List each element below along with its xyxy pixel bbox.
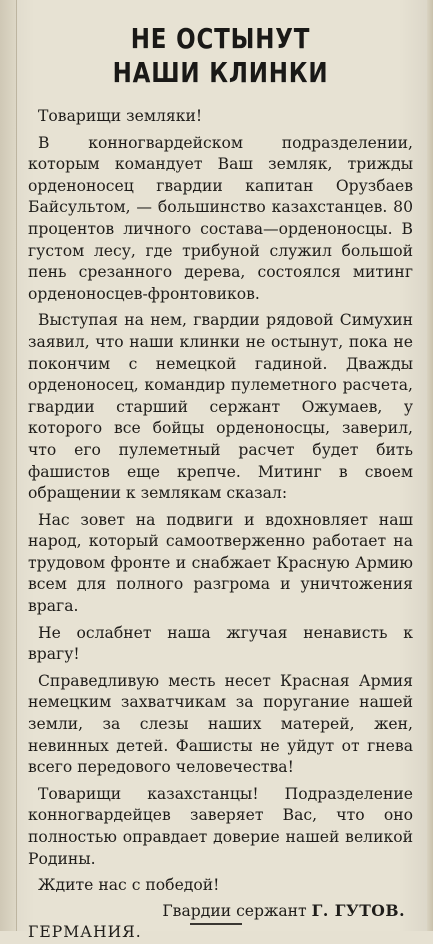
- headline-line-2: НАШИ КЛИНКИ: [112, 56, 329, 89]
- paragraph-2: Выступая на нем, гвардии рядовой Симухин заявил, что наши клинки не остынут, пока не покончим с немецкой гадиной. Дважды орденоносец, командир пулеметного расчета, гвардии старший сержант Ожумаев, у которого все бойцы орденоносцы, заверил, что его пулеметный расчет будет бить фашистов еще крепче. Митинг в своем обращении к землякам сказал:: [28, 311, 413, 503]
- headline: [28, 22, 413, 90]
- signature-name: Г. ГУТОВ.: [311, 900, 405, 920]
- closing-rule: [190, 923, 242, 925]
- signature: [28, 900, 413, 923]
- paragraph-1: В конногвардейском подразделении, которым командует Ваш земляк, трижды орденоносец гвардии капитан Орузбаев Байсультом, — большинство казахстанцев. 80 процентов личного состава—орденоносцы. В густом лесу, где трибуной служил большой пень срезанного дерева, состоялся митинг орденоносцев-фронтовиков.: [28, 133, 413, 303]
- paragraph-6: Товарищи казахстанцы! Подразделение конногвардейцев заверяет Вас, что оно полностью оправдает доверие нашей великой Родины.: [28, 784, 413, 868]
- paragraph-4: Не ослабнет наша жгучая ненависть к врагу!: [28, 623, 413, 664]
- page-right-edge: [427, 0, 433, 931]
- greeting: Товарищи земляки!: [38, 107, 203, 125]
- location-dateline: ГЕРМАНИЯ.: [28, 923, 142, 942]
- article-body: [28, 106, 413, 944]
- paragraph-5: Справедливую месть несет Красная Армия немецким захватчикам за поругание нашей земли, за слезы наших матерей, жен, невинных детей. Фашисты не уйдут от гнева всего передового человечества!: [28, 671, 413, 777]
- page-fold-edge: [0, 0, 17, 931]
- signature-rank: Гвардии сержант: [162, 901, 307, 920]
- headline-line-1: НЕ ОСТЫНУТ: [130, 22, 311, 55]
- paragraph-7: Ждите нас с победой!: [38, 876, 220, 895]
- paragraph-3: Нас зовет на подвиги и вдохновляет наш народ, который самоотверженно работает на трудовом фронте и снабжает Красную Армию всем для полного разгрома и уничтожения врага.: [28, 510, 413, 616]
